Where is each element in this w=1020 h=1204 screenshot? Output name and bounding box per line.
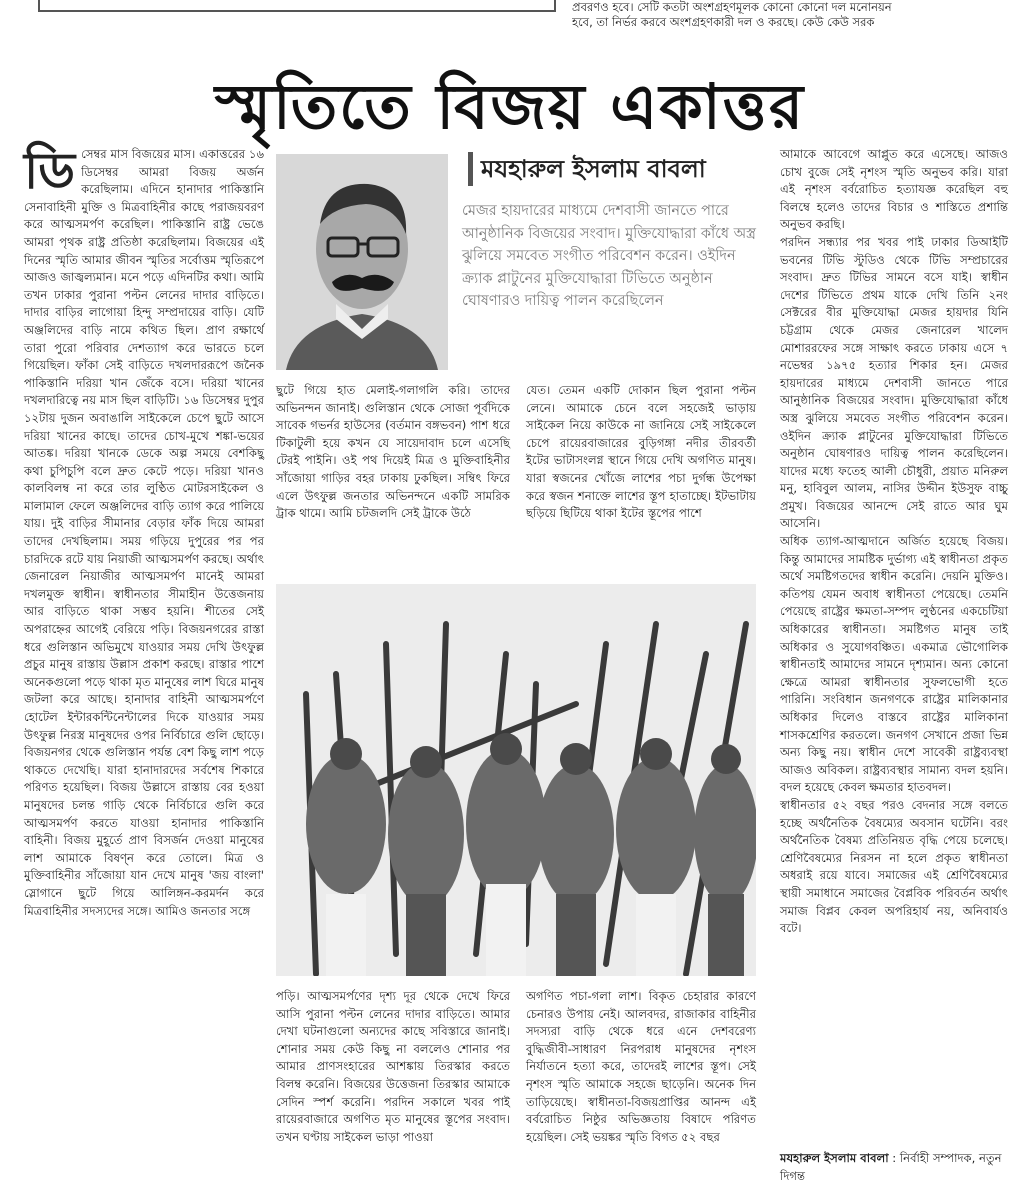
column-left-paragraph: সেম্বর মাস বিজয়ের মাস। একাত্তরের ১৬ ডিসেম্বর আমরা বিজয় অর্জন করেছিলাম। এদিনে হানাদার পাকিস্তানি সেনাবাহিনী মুক্তি ও মিত্রবাহিনীর কাছে পরাজয়বরণ করে আত্মসমর্পণ করেছিল। পাকিস্তানি রাষ্ট্র ভেঙে আমরা পৃথক রাষ্ট্র প্রতিষ্ঠা করেছিলাম। বিজয়ের এই দিনের স্মৃতি আমার জীবন স্মৃতির সর্বোত্তম স্মৃতিরূপে আজও জাজ্বল্যমান। মনে পড়ে এদিনটির কথা। আমি তখন ঢাকার পুরানা পল্টন লেনের দাদার বাড়িতে। দাদার বাড়ির লাগোয়া হিন্দু সম্প্রদায়ের বাড়ি। যেটি অঞ্জলিদের বাড়ি নামে কথিত ছিল। প্রাণ রক্ষার্থে তারা পুরো পরিবার দেশত্যাগ করে ভারতে চলে গিয়েছিল। ফাঁকা সেই বাড়িতে দখলদাররূপে জনৈক পাকিস্তানি দরিয়া খান জেঁকে বসে। দরিয়া খানের দখলদারিত্বে নয় মাস ছিল বাড়িটি। ১৬ ডিসেম্বর দুপুর ১২টায় দুজন অবাঙালি সাইকেলে চেপে ছুটে আসে দরিয়া খানের কাছে। তাদের চোখ-মুখে শঙ্কা-ভয়ের আতঙ্ক। দরিয়া খানকে ডেকে অল্প সময়ে বেশকিছু কথা চুপিচুপি বলে দ্রুত কেটে পড়ে। দরিয়া খানও কালবিলম্ব না করে তার লুণ্ঠিত মোটরসাইকেল ও মালামাল ফেলে অঞ্জলিদের বাড়ি ত্যাগ করে পালিয়ে যায়। দুই বাড়ির সীমানার বেড়ার ফাঁক দিয়ে আমরা তাদের দেখছিলাম। সময় গড়িয়ে দুপুরের পর পর চারদিকে রটে যায় নিয়াজী আত্মসমর্পণ করছে। অর্থাৎ জেনারেল নিয়াজীর আত্মসমর্পণ মানেই আমরা দখলমুক্ত স্বাধীন। স্বাধীনতার সীমাহীন উত্তেজনায় আর বাড়িতে থাকা সম্ভব হয়নি। শীতের সেই অপরাহ্নের আগেই বেরিয়ে পড়ি। বিজয়নগরের রাস্তা ধরে গুলিস্তান অভিমুখে যাওয়ার সময় দেখি উৎফুল্ল প্রচুর মানুষ রাস্তায় উল্লাস প্রকাশ করছে। রাস্তার পাশে অনেকগুলো পড়ে থাকা মৃত মানুষের লাশ ঘিরে মানুষ জটলা করে আছে। হানাদার বাহিনী আত্মসমর্পণে হোটেল ইন্টারকন্টিনেন্টালের দিকে যাওয়ার সময় উৎফুল্ল নিরস্ত্র মানুষদের ওপর নির্বিচারে গুলি ছোড়ে। বিজয়নগর থেকে গুলিস্তান পর্যন্ত বেশ কিছু লাশ পড়ে থাকতে দেখেছি। যারা হানাদারদের সর্বশেষ শিকারে পরিণত হয়েছিল। বিজয় উল্লাসে রাস্তায় বের হওয়া মানুষদের চলন্ত গাড়ি থেকে নির্বিচারে গুলি করে আত্মসমর্পণ করতে যাওয়া হানাদার পাকিস্তানি বাহিনী। বিজয় মুহূর্তে প্রাণ বিসর্জন দেওয়া মানুষের লাশ আমাকে বিষণ্ন করে তোলে। মিত্র ও মুক্তিবাহিনীর সাঁজোয়া যান দেখে মানুষ 'জয় বাংলা' স্লোগানে ছুটে গিয়ে আলিঙ্গন-করমর্দন করে মিত্রবাহিনীর সদস্যদের সঙ্গে। আমিও জনতার সঙ্গে bbox=[24, 147, 264, 918]
author-byline: মযহারুল ইসলাম বাবলা bbox=[468, 152, 768, 186]
portrait-illustration bbox=[276, 154, 448, 370]
article-headline: স্মৃতিতে বিজয় একাত্তর bbox=[214, 70, 806, 143]
article-column-mid2-bottom bbox=[526, 988, 756, 1146]
column-mid1-top-paragraph: ছুটে গিয়ে হাত মেলাই-গলাগলি করি। তাদের অভিনন্দন জানাই। গুলিস্তান থেকে সোজা পূর্বদিকে সাবেক গভর্নর হাউসের (বর্তমান বঙ্গভবন) পাশ ধরে টিকাটুলী হয়ে কখন যে সায়েদাবাদ চলে এসেছি টেরই পাইনি। ওই পথ দিয়েই মিত্র ও মুক্তিবাহিনীর সাঁজোয়া গাড়ির বহর ঢাকায় ঢুকছিল। সম্বিৎ ফিরে এলে উৎফুল্ল জনতার অভিনন্দনে একটি সামরিক ট্রাক থামে। আমি চটজলদি সেই ট্রাকে উঠে bbox=[276, 383, 510, 521]
photo-illustration bbox=[276, 584, 756, 976]
author-note-title: : নির্বাহী সম্পাদক, নতুন দিগন্ত bbox=[780, 1151, 1002, 1183]
article-column-left bbox=[24, 141, 264, 1186]
article-column-mid1-bottom bbox=[276, 988, 510, 1146]
column-mid2-top-paragraph: যেত। তেমন একটি দোকান ছিল পুরানা পল্টন লেনে। আমাকে চেনে বলে সহজেই ভাড়ায় সাইকেল নিয়ে কাউকে না জানিয়ে সেই সাইকেলে চেপে রায়েরবাজারের বুড়িগঙ্গা নদীর তীরবর্তী ইটের ভাটাসংলগ্ন স্থানে গিয়ে দেখি অগণিত মানুষ। যারা স্বজনের খোঁজে লাশের পচা দুর্গন্ধ উপেক্ষা করে স্বজন শনাক্তে লাশের স্তূপ হাতাচ্ছে। ইটভাটায় ছড়িয়ে ছিটিয়ে থাকা ইটের স্তূপের পাশে bbox=[526, 383, 756, 521]
pull-quote: মেজর হায়দারের মাধ্যমে দেশবাসী জানতে পারে আনুষ্ঠানিক বিজয়ের সংবাদ। মুক্তিযোদ্ধারা কাঁধে অস্ত্র ঝুলিয়ে সমবেত সংগীত পরিবেশন করেন। ওইদিন ক্র্যাক প্লাটুনের মুক্তিযোদ্ধারা টিভিতে অনুষ্ঠান ঘোষণারও দায়িত্ব পালন করেছিলেন bbox=[462, 203, 756, 309]
article-column-right bbox=[780, 146, 1008, 938]
article-column-mid1-top bbox=[276, 382, 510, 523]
previous-article-line-2: হবে, তা নির্ভর করবে অংশগ্রহণকারী দল ও করছে। কেউ কেউ সরক bbox=[572, 15, 875, 29]
previous-article-text bbox=[572, 0, 1020, 30]
author-note-name: মযহারুল ইসলাম বাবলা bbox=[780, 1151, 889, 1165]
author-portrait bbox=[276, 154, 448, 370]
column-mid2-bottom-paragraph: অগণিত পচা-গলা লাশ। বিকৃত চেহারার কারণে চেনারও উপায় নেই। আলবদর, রাজাকার বাহিনীর সদস্যরা বাড়ি থেকে ধরে এনে দেশবরেণ্য বুদ্ধিজীবী-সাধারণ নিরপরাধ মানুষদের নৃশংস নির্যাতনে হত্যা করে, তাদেরই লাশের স্তূপ। সেই নৃশংস স্মৃতি আমাকে সহজে ছাড়েনি। অনেক দিন তাড়িয়েছে। স্বাধীনতা-বিজয়প্রাপ্তির আনন্দ এই বর্বরোচিত নিষ্ঠুর অভিজ্ঞতায় বিষাদে পরিণত হয়েছিল। সেই ভয়ঙ্কর স্মৃতি বিগত ৫২ বছর bbox=[526, 989, 756, 1144]
column-right-paragraph-4: স্বাধীনতার ৫২ বছর পরও বেদনার সঙ্গে বলতে হচ্ছে অর্থনৈতিক বৈষম্যের অবসান ঘটেনি। বরং অর্থনৈতিক বৈষম্য প্রতিনিয়ত বৃদ্ধি পেয়ে চলেছে। শ্রেণিবৈষম্যের নিরসন না হলে প্রকৃত স্বাধীনতা অধরাই রয়ে যাবে। সমাজের এই শ্রেণিবৈষম্যের স্থায়ী সমাধানে সমাজের বৈপ্লবিক পরিবর্তন অর্থাৎ সমাজ বিপ্লব কেবল অপরিহার্য নয়, অনিবার্যও বটে। bbox=[780, 797, 1008, 936]
author-note bbox=[780, 1150, 1008, 1185]
column-right-paragraph-1: আমাকে আবেগে আপ্লুত করে এসেছে। আজও চোখ বুজে সেই নৃশংস স্মৃতি অনুভব করি। যারা এই নৃশংস বর্বরোচিত হত্যাযজ্ঞ করেছিল বহু বিলম্বে হলেও তাদের বিচার ও শাস্তিতে প্রশান্তি অনুভব করছি। bbox=[780, 147, 1008, 232]
freedom-fighters-photo bbox=[276, 584, 756, 976]
column-right-paragraph-2: পরদিন সন্ধ্যার পর খবর পাই ঢাকার ডিআইটি ভবনের টিভি স্টুডিও থেকে টিভি সম্প্রচারের সংবাদ। দ্রুত টিভির সামনে বসে যাই। স্বাধীন দেশের টিভিতে প্রথম যাকে দেখি তিনি ২নং সেক্টরের বীর মুক্তিযোদ্ধা মেজর হায়দার যিনি চট্টগ্রাম থেকে মেজর জেনারেল খালেদ মোশাররফের সঙ্গে সাক্ষাৎ করতে ঢাকায় এসে ৭ নভেম্বর ১৯৭৫ হত্যার শিকার হন। মেজর হায়দারের মাধ্যমে দেশবাসী জানতে পারে আনুষ্ঠানিক বিজয়ের সংবাদ। মুক্তিযোদ্ধারা কাঁধে অস্ত্র ঝুলিয়ে সমবেত সংগীত পরিবেশন করেন। ওইদিন ক্র্যাক প্লাটুনের মুক্তিযোদ্ধারা টিভিতে অনুষ্ঠান ঘোষণারও দায়িত্ব পালন করেছিলেন। যাদের মধ্যে ফতেহ আলী চৌধুরী, প্রয়াত মনিরুল মনু, হাবিবুল আলম, নাসির উদ্দীন ইউসুফ বাচ্চু প্রমুখ। বিজয়ের আনন্দে সেই রাতে আর ঘুম আসেনি। bbox=[780, 234, 1008, 531]
column-mid1-bottom-paragraph: পড়ি। আত্মসমর্পণের দৃশ্য দূর থেকে দেখে ফিরে আসি পুরানা পল্টন লেনের দাদার বাড়িতে। আমার দেখা ঘটনাগুলো অন্যদের কাছে সবিস্তারে জানাই। শোনার সময় কেউ কিছু না বললেও শোনার পর আমার প্রাণসংহারের আশঙ্কায় তিরস্কার করতে বিলম্ব করেনি। বিজয়ের উত্তেজনা তিরস্কার আমাকে সেদিন স্পর্শ করেনি। পরদিন সকালে খবর পাই রায়েরবাজারে অগণিত মৃত মানুষের স্তূপের সংবাদ। তখন ঘণ্টায় সাইকেল ভাড়া পাওয়া bbox=[276, 989, 510, 1144]
drop-cap: ডি bbox=[24, 141, 76, 200]
previous-article-box bbox=[38, 0, 556, 12]
article-column-mid2-top bbox=[526, 382, 756, 523]
previous-article-line-1: প্রবরণও হবে। সেটি কতটা অংশগ্রহণমূলক কোনো কোনো দল মনোনয়ন bbox=[572, 0, 892, 14]
column-right-paragraph-3: অধিক ত্যাগ-আত্মদানে অর্জিত হয়েছে বিজয়। কিন্তু আমাদের সামষ্টিক দুর্ভাগ্য এই স্বাধীনতা প্রকৃত অর্থে সমষ্টিগতদের স্বাধীন করেনি। দেয়নি মুক্তিও। কতিপয় যেমন অবাধ স্বাধীনতা পেয়েছে। তেমনি পেয়েছে রাষ্ট্রের ক্ষমতা-সম্পদ লুণ্ঠনের একচেটিয়া অধিকারের স্বাধীনতা। সমষ্টিগত মানুষ তাই অধিকার ও সুযোগবঞ্চিত। একমাত্র ভৌগোলিক স্বাধীনতাই আমাদের সামনে দৃশ্যমান। অন্য কোনো ক্ষেত্রে আমরা স্বাধীনতার সুফলভোগী হতে পারিনি। সংবিধান জনগণকে রাষ্ট্রের মালিকানার অধিকার দিলেও বাস্তবে রাষ্ট্রের মালিকানা শাসকশ্রেণির করতলে। জনগণ সেখানে প্রজা ভিন্ন অন্য কিছু নয়। স্বাধীন দেশে সাবেকী রাষ্ট্রব্যবস্থা আজও অবিকল। রাষ্ট্রব্যবস্থার সামান্য বদল হয়নি। বদল হয়েছে কেবল ক্ষমতার হাতবদল। bbox=[780, 534, 1008, 795]
